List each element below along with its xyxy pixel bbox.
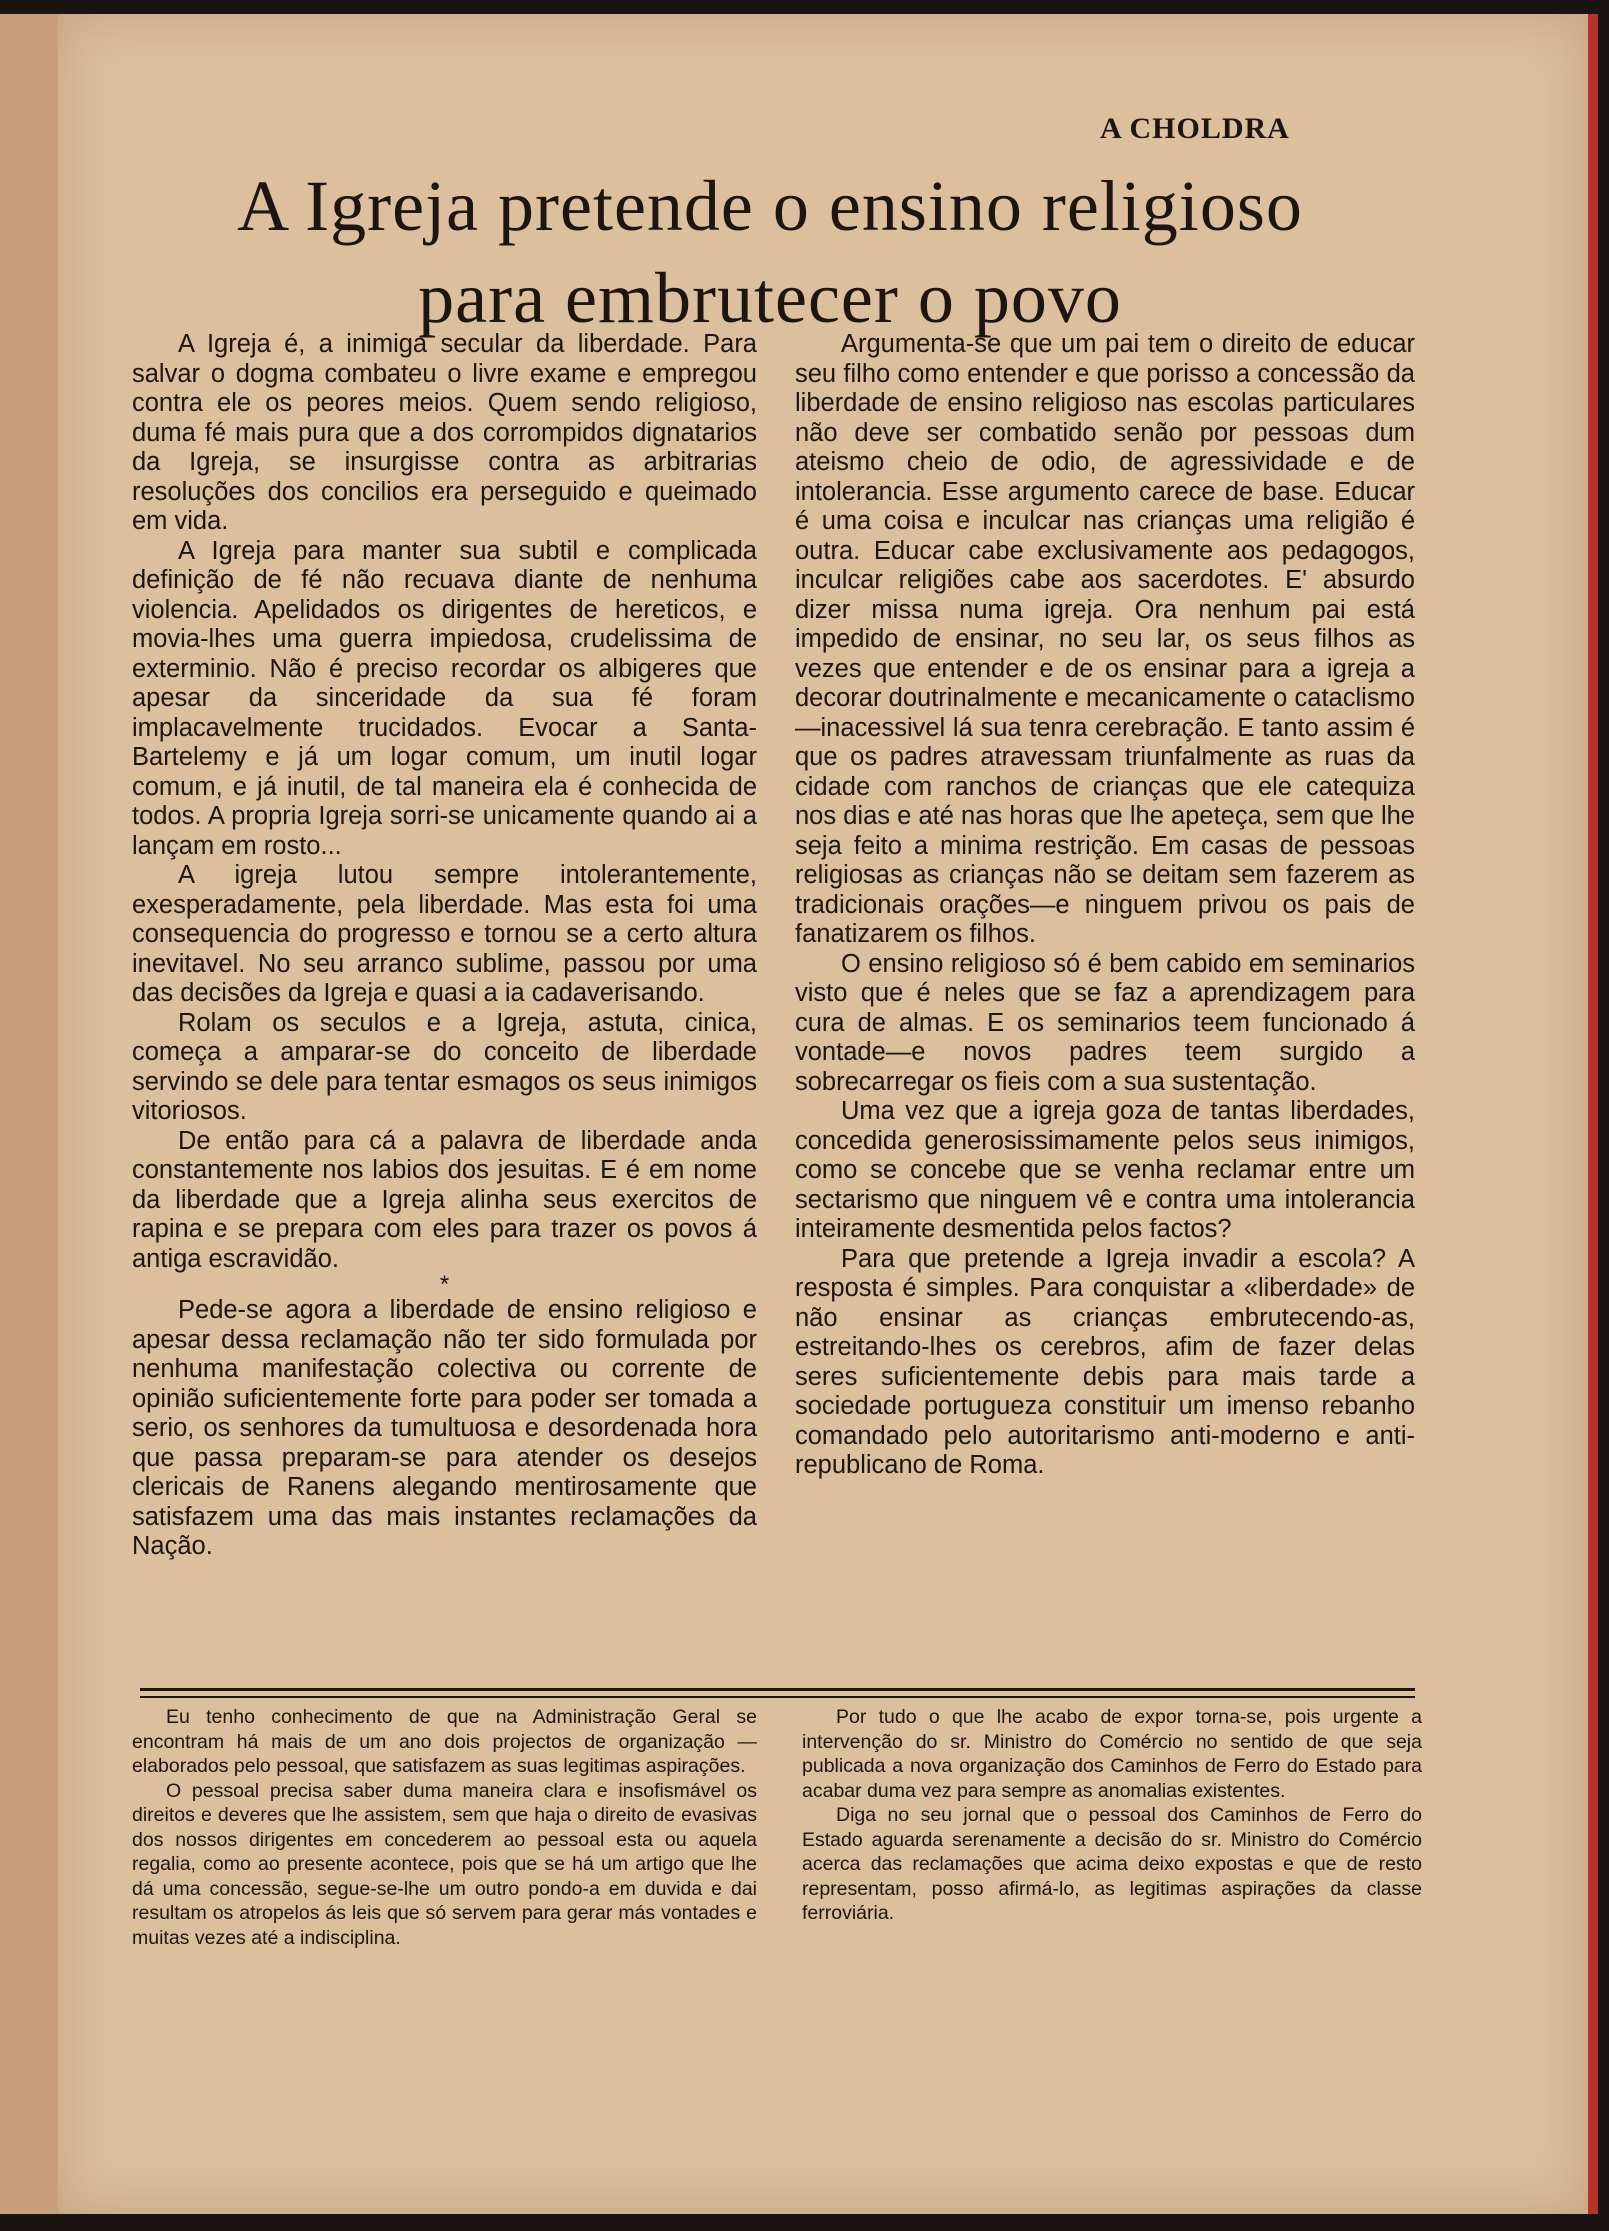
paragraph: Argumenta-se que um pai tem o direito de educar seu filho como entender e que porisso a concessão da liberdade de ensino religioso nas escolas particulares não deve ser combatido senão por pessoas dum ateismo cheio de odio, de agressividade e de intolerancia. Esse argumento carece de base. Educar é uma coisa e inculcar nas crianças uma religião é outra. Educar cabe exclusivamente aos pedagogos, inculcar religiões cabe aos sacerdotes. E' absurdo dizer missa numa igreja. Ora nenhum pai está impedido de ensinar, no seu lar, os seus filhos as vezes que entender e de os ensinar para a igreja a decorar doutrinalmente e mecanicamente o cataclismo—inacessivel lá sua tenra cerebração. E tanto assim é que os padres atravessam triunfalmente as ruas da cidade com ranchos de crianças que ele catequiza nos dias e até nas horas que lhe apeteça, sem que lhe seja feito a minima restrição. Em casas de pessoas religiosas as crianças não se deitam sem fazerem as tradicionais orações—e ninguem privou os pais de fanatizarem os filhos. <box>795 330 1415 948</box>
paragraph: Pede-se agora a liberdade de ensino religioso e apesar dessa reclamação não ter sido formulada por nenhuma manifestação colectiva ou corrente de opinião suficientemente forte para poder ser tomada a serio, os senhores da tumultuosa e desordenada hora que passa preparam-se para atender os desejos clericais de Ranens alegando mentirosamente que satisfazem uma das mais instantes reclamações da Nação. <box>132 1296 757 1560</box>
section-separator-asterisk: * <box>439 1271 450 1298</box>
article-column-right <box>795 330 1415 1481</box>
paragraph: A igreja lutou sempre intolerantemente, exesperadamente, pela liberdade. Mas esta foi uma consequencia do progresso e tornou se a certo altura inevitavel. No seu arranco sublime, passou por uma das decisões da Igreja e quasi a ia cadaverisando. <box>132 861 757 1007</box>
paragraph: Eu tenho conhecimento de que na Administração Geral se encontram há mais de um ano dois projectos de organização — elaborados pelo pessoal, que satisfazem as suas legitimas aspirações. <box>132 1706 757 1777</box>
paragraph: O pessoal precisa saber duma maneira clara e insofismável os direitos e deveres que lhe assistem, sem que haja o direito de evasivas dos nossos dirigentes em concederem ao pessoal esta ou aquela regalia, como ao presente acontece, pois que se há um artigo que lhe dá uma concessão, segue-se-lhe um outro pondo-a em duvida e dai resultam os atropelos ás leis que só servem para gerar más vontades e muitas vezes até a indisciplina. <box>132 1779 757 1949</box>
paragraph: A Igreja para manter sua subtil e complicada definição de fé não recuava diante de nenhuma violencia. Apelidados os dirigentes de hereticos, e movia-lhes uma guerra impiedosa, crudelissima de exterminio. Não é preciso recordar os albigeres que apesar da sinceridade da sua fé foram implacavelmente trucidados. Evocar a Santa-Bartelemy e já um logar comum, um inutil logar comum, e já inutil, de tal maneira ela é conhecida de todos. A propria Igreja sorri-se unicamente quando ai a lançam em rosto... <box>132 536 757 860</box>
paragraph: Para que pretende a Igreja invadir a escola? A resposta é simples. Para conquistar a «liberdade» de não ensinar as crianças embrutecendo-as, estreitando-lhes os cerebros, afim de fazer delas seres suficientemente debis para mais tarde a sociedade portugueza constituir um imenso rebanho comandado pelo autoritarismo anti-moderno e anti-republicano de Roma. <box>795 1244 1415 1479</box>
paragraph: Rolam os seculos e a Igreja, astuta, cinica, começa a amparar-se do conceito de liberdade servindo se dele para tentar esmagos os seus inimigos vitoriosos. <box>132 1008 757 1125</box>
paragraph: O ensino religioso só é bem cabido em seminarios visto que é neles que se faz a aprendizagem para cura de almas. E os seminarios teem funcionado á vontade—e novos padres teem surgido a sobrecarregar os fieis com a sua sustentação. <box>795 949 1415 1096</box>
letter-column-left <box>132 1705 757 1950</box>
title-line-1: A Igreja pretende o ensino religioso <box>237 166 1303 246</box>
paragraph: A Igreja é, a inimiga secular da liberdade. Para salvar o dogma combateu o livre exame e empregou contra ele os peores meios. Quem sendo religioso, duma fé mais pura que a dos corrompidos dignatarios da Igreja, se insurgisse contra as arbitrarias resoluções dos concilios era perseguido e queimado em vida. <box>132 330 757 535</box>
paragraph: De então para cá a palavra de liberdade anda constantemente nos labios dos jesuitas. E é em nome da liberdade que a Igreja alinha seus exercitos de rapina e se prepara com eles para trazer os povos á antiga escravidão. <box>132 1126 757 1273</box>
red-cover-edge <box>1588 14 1598 2214</box>
paragraph: Diga no seu jornal que o pessoal dos Caminhos de Ferro do Estado aguarda serenamente a decisão do sr. Ministro do Comércio acerca das reclamações que acima deixo expostas e que de resto representam, posso afirmá-lo, as legitimas aspirações da classe ferroviária. <box>802 1804 1422 1924</box>
section-divider-rule <box>140 1688 1415 1698</box>
article-title <box>110 160 1430 344</box>
article-column-left <box>132 330 757 1562</box>
paragraph: Por tudo o que lhe acabo de expor torna-se, pois urgente a intervenção do sr. Ministro do Comércio no sentido de que seja publicada a nova organização dos Caminhos de Ferro do Estado para acabar duma vez para sempre as anomalias existentes. <box>802 1706 1422 1802</box>
title-line-2: para embrutecer o povo <box>418 258 1122 338</box>
letter-column-right <box>802 1705 1422 1926</box>
paragraph: Uma vez que a igreja goza de tantas liberdades, concedida generosissimamente pelos seus inimigos, como se concebe que se venha reclamar entre um sectarismo que ninguem vê e contra uma intolerancia inteiramente desmentida pelos factos? <box>795 1097 1415 1243</box>
left-page-edge <box>0 14 58 2214</box>
running-head: A CHOLDRA <box>1100 112 1290 145</box>
